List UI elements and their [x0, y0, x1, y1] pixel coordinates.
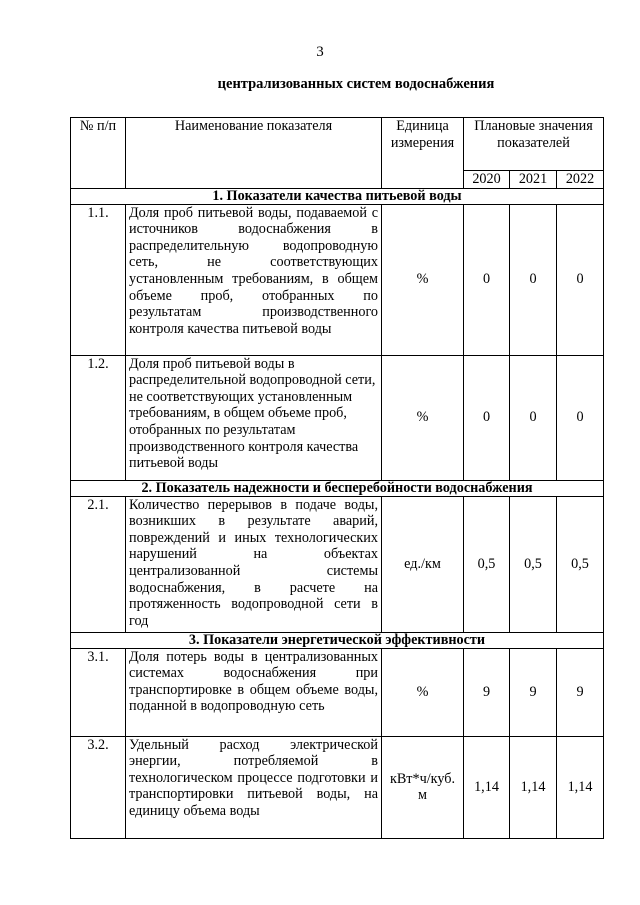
header-planned: Плановые значения показателей: [464, 118, 604, 171]
row-unit: %: [382, 648, 464, 736]
page-number: 3: [316, 44, 324, 60]
row-num: 1.1.: [71, 204, 126, 355]
row-value: 0,5: [510, 496, 557, 632]
header-name: Наименование показателя: [126, 118, 382, 189]
row-value: 0: [557, 204, 604, 355]
row-value: 0,5: [557, 496, 604, 632]
row-value: 0,5: [464, 496, 510, 632]
row-unit: кВт*ч/куб. м: [382, 736, 464, 838]
row-value: 9: [510, 648, 557, 736]
row-name: Доля проб питьевой воды, подаваемой с источников водоснабжения в распределительную водопроводную сеть, не соответствующих установленным требованиям, в общем объеме проб, отобранных по результатам производственного контроля качества питьевой воды: [126, 204, 382, 355]
row-name: Доля проб питьевой воды в распределительной водопроводной сети, не соответствующих установленным требованиям, в общем объеме проб, отобранных по результатам производственного контроля качества питьевой воды: [126, 355, 382, 480]
row-num: 2.1.: [71, 496, 126, 632]
row-value: 0: [557, 355, 604, 480]
table-row: [71, 496, 604, 632]
table-row: [71, 204, 604, 355]
row-value: 1,14: [464, 736, 510, 838]
header-year: 2021: [510, 171, 557, 189]
row-name: Количество перерывов в подаче воды, возникших в результате аварий, повреждений и иных технологических нарушений на объектах централизованной системы водоснабжения, в расчете на протяженность водопроводной сети в год: [126, 496, 382, 632]
row-value: 0: [510, 204, 557, 355]
row-value: 9: [557, 648, 604, 736]
header-year: 2020: [464, 171, 510, 189]
table-row: [71, 736, 604, 838]
indicators-table: [70, 117, 604, 839]
row-unit: %: [382, 204, 464, 355]
section-title: 2. Показатель надежности и бесперебойности водоснабжения: [71, 480, 604, 496]
table-row: [71, 355, 604, 480]
header-unit: Единица измерения: [382, 118, 464, 189]
document-title: централизованных систем водоснабжения: [217, 76, 495, 92]
row-value: 0: [464, 204, 510, 355]
row-num: 3.2.: [71, 736, 126, 838]
header-year: 2022: [557, 171, 604, 189]
row-value: 1,14: [510, 736, 557, 838]
section-title: 3. Показатели энергетической эффективности: [71, 632, 604, 648]
row-value: 9: [464, 648, 510, 736]
row-unit: ед./км: [382, 496, 464, 632]
section-title: 1. Показатели качества питьевой воды: [71, 188, 604, 204]
header-num: № п/п: [71, 118, 126, 189]
row-value: 0: [510, 355, 557, 480]
row-num: 3.1.: [71, 648, 126, 736]
row-unit: %: [382, 355, 464, 480]
row-value: 0: [464, 355, 510, 480]
table-row: [71, 648, 604, 736]
row-value: 1,14: [557, 736, 604, 838]
row-name: Доля потерь воды в централизованных системах водоснабжения при транспортировке в общем объеме воды, поданной в водопроводную сеть: [126, 648, 382, 736]
row-num: 1.2.: [71, 355, 126, 480]
row-name: Удельный расход электрической энергии, потребляемой в технологическом процессе подготовки и транспортировки питьевой воды, на единицу объема воды: [126, 736, 382, 838]
